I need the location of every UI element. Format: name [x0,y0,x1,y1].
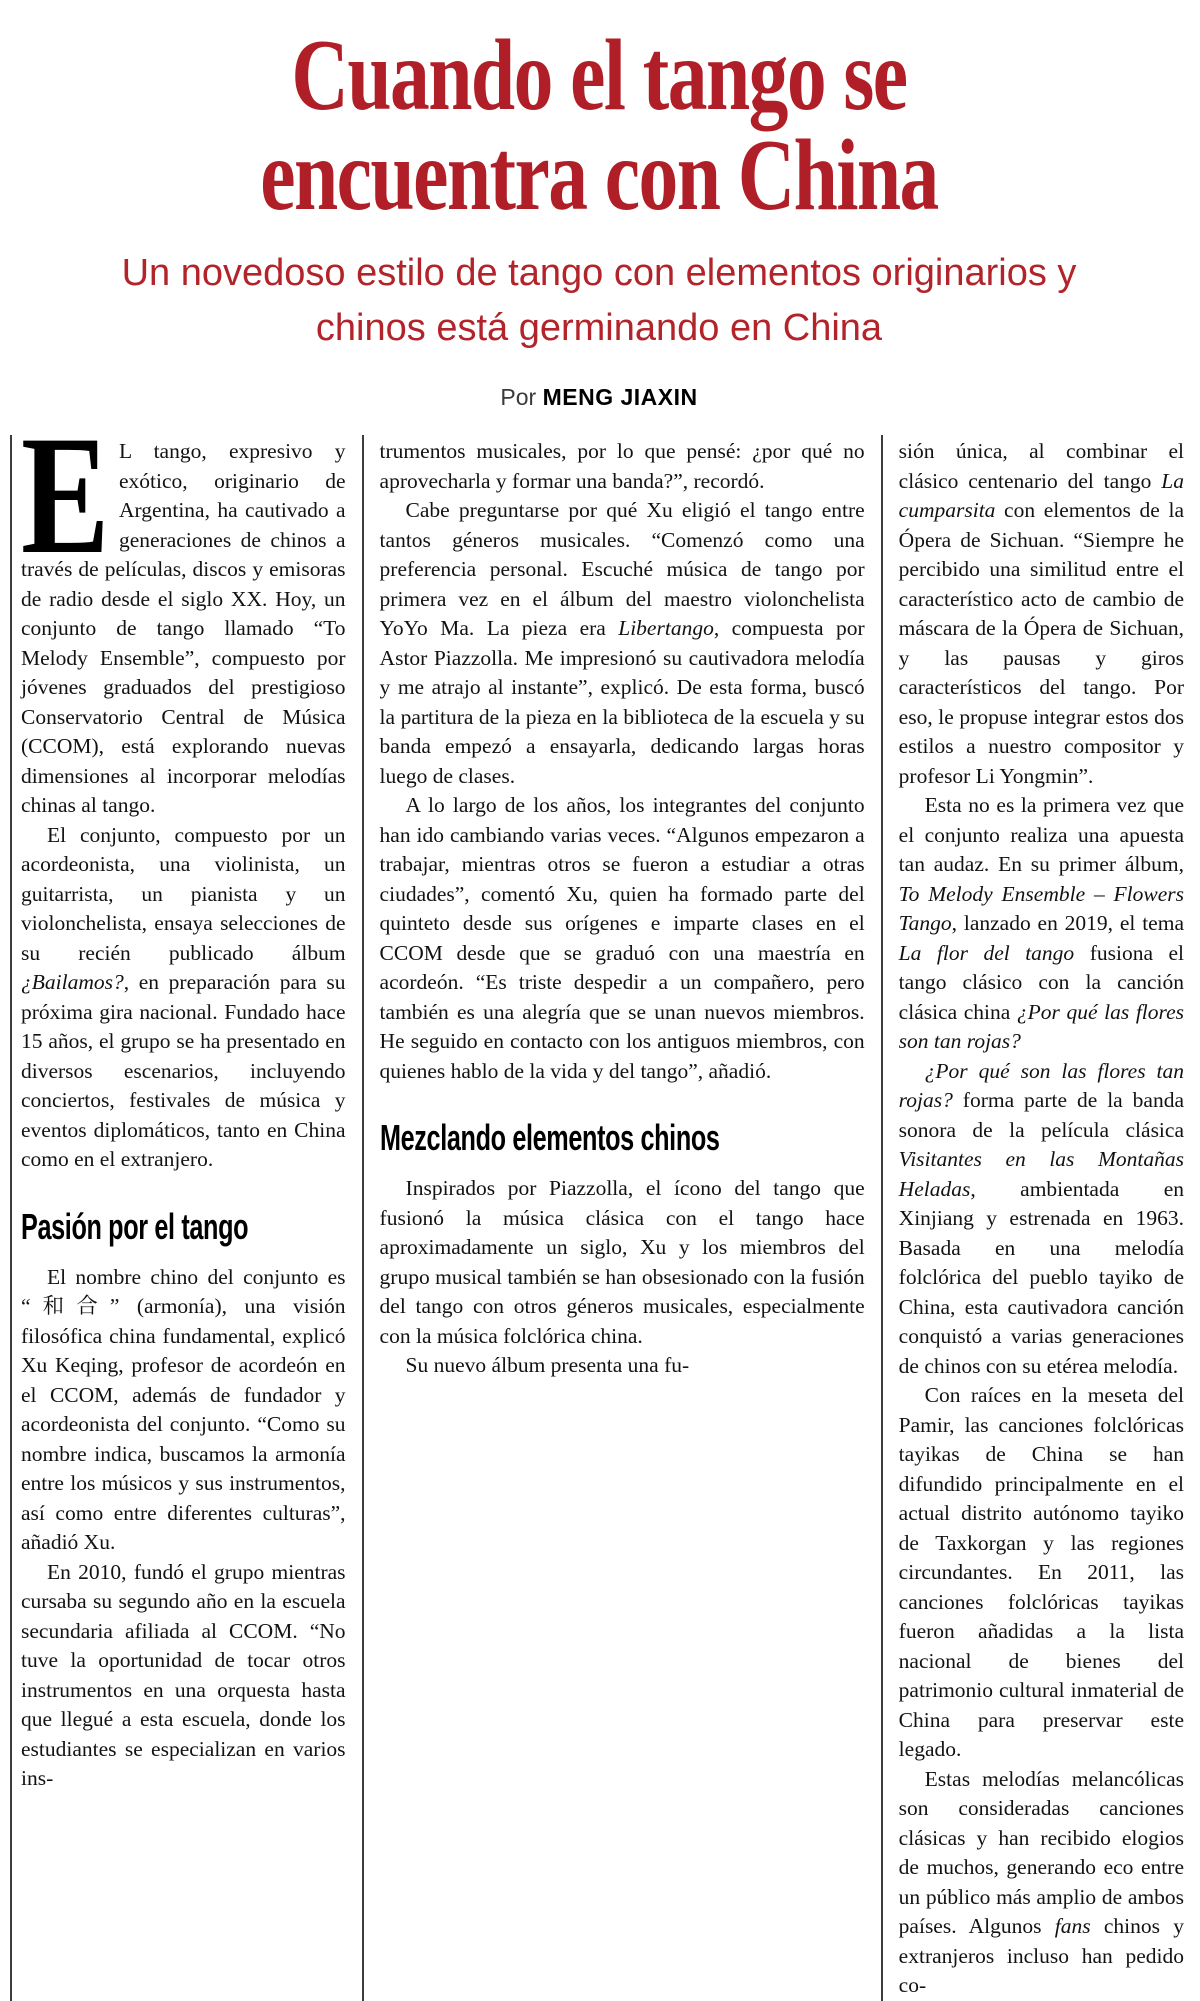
section-heading: Mezclando elementos chinos [379,1117,720,1158]
page-title-line-2: encuentra con China [260,119,938,232]
byline [10,384,1188,411]
paragraph: Su nuevo álbum presenta una fu- [405,1353,690,1377]
byline-author: MENG JIAXIN [542,384,698,410]
paragraph: E L tango, expresivo y exótico, originario de Argentina, ha cautivado a generaciones de chinos a través de películas, discos y emisoras de radio desde el siglo XX. Hoy, un conjunto de tango llamado “To Melody Ensemble”, compuesto por jóvenes graduados del prestigioso Conservatorio Central de Música (CCOM), está explorando nuevas dimensiones al incorporar melodías chinas al tango. [21,401,346,817]
paragraph: sión única, al combinar el clásico centenario del tango La cumparsita con elementos de la Ópera de Sichuan. “Siempre he percibido una similitud entre el característico acto de cambio de máscara de la Ópera de Sichuan, y las pausas y giros característicos del tango. Por eso, le propuse integrar estos dos estilos a nuestro compositor y profesor Li Yongmin”. [898,439,1184,788]
article-column-2 [362,435,881,2001]
page-title-line-1: Cuando el tango se [291,19,907,132]
page-title [10,19,1188,232]
paragraph: El conjunto, compuesto por un acordeonista, una violinista, un guitarrista, un pianista y un violonchelista, ensaya selecciones de su recién publicado álbum ¿Bailamos?, en preparación para su próxima gira nacional. Fundado hace 15 años, el grupo se ha presentado en diversos escenarios, incluyendo conciertos, festivales de música y eventos diplomáticos, tanto en China como en el extranjero. [21,822,346,1171]
byline-prefix: Por [500,384,543,410]
paragraph: Esta no es la primera vez que el conjunto realiza una apuesta tan audaz. En su primer álbum, To Melody Ensemble – Flowers Tango, lanzado en 2019, el tema La flor del tango fusiona el tango clásico con la canción clásica china ¿Por qué las flores son tan rojas? [898,793,1184,1053]
paragraph: Cabe preguntarse por qué Xu eligió el tango entre tantos géneros musicales. “Comenzó como una preferencia personal. Escuché música de tango por primera vez en el álbum del maestro violonchelista YoYo Ma. La pieza era Libertango, compuesta por Astor Piazzolla. Me impresionó su cautivadora melodía y me atrajo al instante”, explicó. De esta forma, buscó la partitura de la pieza en la biblioteca de la escuela y su banda empezó a ensayarla, dedicando largas horas luego de clases. [379,498,865,788]
paragraph: Inspirados por Piazzolla, el ícono del tango que fusionó la música clásica con el tango hace aproximadamente un siglo, Xu y los miembros del grupo musical también se han obsesionado con la fusión del tango con otros géneros musicales, especialmente con la música folclórica china. [379,1176,865,1348]
paragraph: ¿Por qué son las flores tan rojas? forma parte de la banda sonora de la película clásica Visitantes en las Montañas Heladas, ambientada en Xinjiang y estrenada en 1963. Basada en una melodía folclórica del pueblo tayiko de China, esta cautivadora canción conquistó a varias generaciones de chinos con su etérea melodía. [898,1058,1184,1378]
article-subtitle: Un novedoso estilo de tango con elementos originarios y chinos está germinando en China [121,252,1077,349]
paragraph: Estas melodías melancólicas son consideradas canciones clásicas y han recibido elogios de muchos, generando eco entre un público más amplio de ambos países. Algunos fans chinos y extranjeros incluso han pedido co- [898,1766,1184,1997]
section-heading: Pasión por el tango [21,1205,249,1247]
paragraph: trumentos musicales, por lo que pensé: ¿por qué no aprovecharla y formar una banda?”, recordó. [379,439,865,493]
paragraph: El nombre chino del conjunto es “和合” (armonía), una visión filosófica china fundamental, explicó Xu Keqing, profesor de acordeón en el CCOM, además de fundador y acordeonista del conjunto. “Como su nombre indica, buscamos la armonía entre los músicos y sus instrumentos, así como entre diferentes culturas”, añadió Xu. [21,1264,346,1554]
article-body [10,401,1188,2001]
article-column-1 [12,401,362,2001]
drop-cap: E [21,401,110,589]
article-column-3 [881,435,1188,2001]
paragraph: En 2010, fundó el grupo mientras cursaba su segundo año en la escuela secundaria afiliada al CCOM. “No tuve la oportunidad de tocar otros instrumentos en una orquesta hasta que llegué a esta escuela, donde los estudiantes se especializan en varios ins- [21,1559,346,1790]
paragraph: A lo largo de los años, los integrantes del conjunto han ido cambiando varias veces. “Algunos empezaron a trabajar, mientras otros se fueron a estudiar a otras ciudades”, comentó Xu, quien ha formado parte del quinteto desde sus orígenes e imparte clases en el CCOM desde que se graduó con una maestría en acordeón. “Es triste despedir a un compañero, pero también es una alegría que se unan nuevos miembros. He seguido en contacto con los antiguos miembros, con quienes hablo de la vida y del tango”, añadió. [379,793,865,1083]
paragraph: Con raíces en la meseta del Pamir, las canciones folclóricas tayikas de China se han difundido principalmente en el actual distrito autónomo tayiko de Taxkorgan y las regiones circundantes. En 2011, las canciones folclóricas tayikas fueron añadidas a la lista nacional de bienes del patrimonio cultural inmaterial de China para preservar este legado. [898,1383,1184,1761]
article-header [10,19,1188,411]
